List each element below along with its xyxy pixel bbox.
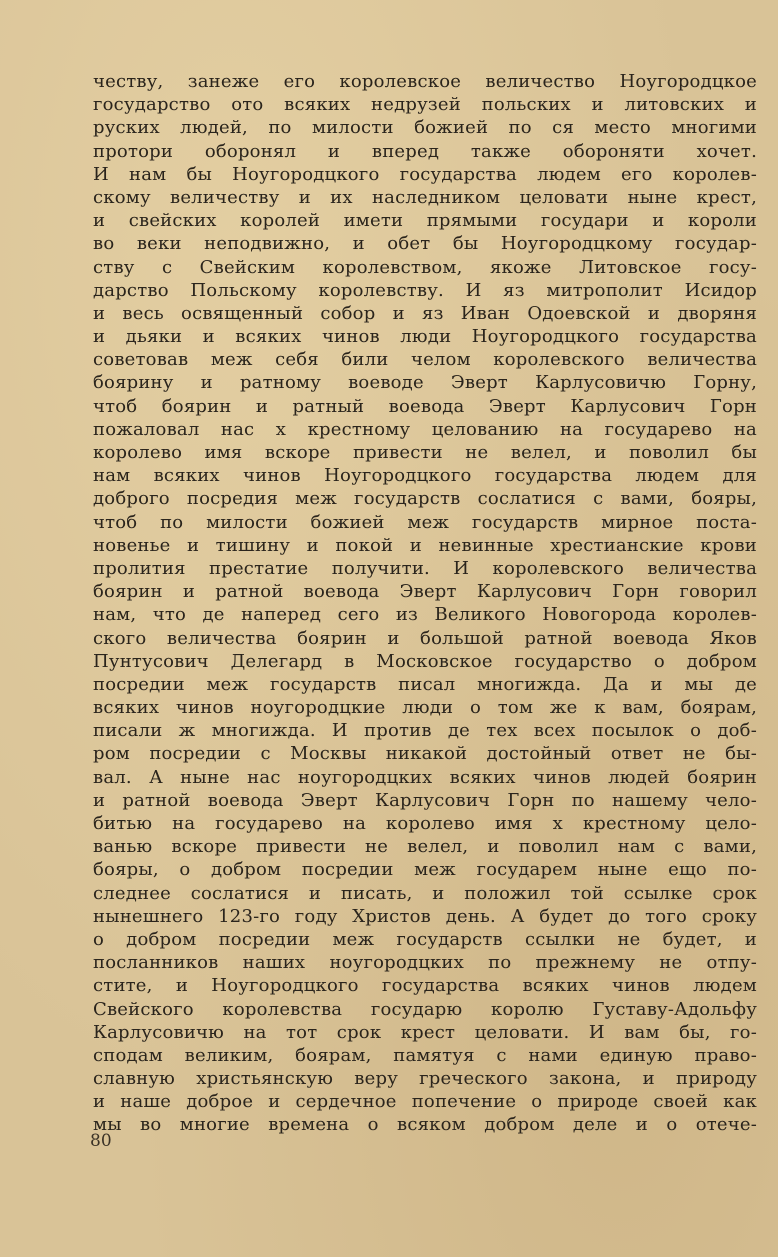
text-line: дарство Польскому королевству. И яз митрополит Исидор <box>93 279 757 301</box>
text-line: руских людей, по милости божией по ся место многими <box>93 117 757 139</box>
text-line: советовав меж себя били челом королевского величества <box>93 349 757 371</box>
text-line: нам всяких чинов Ноугородцкого государства людем для <box>93 465 757 487</box>
text-line: посланников наших ноугородцких по прежнему не отпу- <box>93 952 757 974</box>
text-line: о добром посредии меж государств ссылки не будет, и <box>93 928 757 950</box>
text-line: честву, занеже его королевское величество Ноугородцкое <box>93 71 757 92</box>
text-line: славную христьянскую веру греческого закона, и природу <box>93 1068 757 1090</box>
text-line: ванью вскоре привести не велел, и поволил нам с вами, <box>93 836 757 858</box>
text-line: писали ж многижда. И против де тех всех посылок о доб- <box>93 720 757 742</box>
text-line: вал. А ныне нас ноугородцких всяких чинов людей боярин <box>93 766 757 788</box>
text-line: ского величества боярин и большой ратной воевода Яков <box>93 627 757 649</box>
text-line: и ратной воевода Эверт Карлусович Горн по нашему чело- <box>93 789 757 811</box>
body-text <box>93 70 757 1137</box>
text-line: всяких чинов ноугородцкие люди о том же к вам, боярам, <box>93 697 757 719</box>
text-line: И нам бы Ноугородцкого государства людем его королев- <box>93 163 757 185</box>
text-line: битью на государево на королево имя х крестному цело- <box>93 813 757 834</box>
text-line: сподам великим, боярам, памятуя с нами единую право- <box>93 1044 757 1066</box>
text-line: боярин и ратной воевода Эверт Карлусович Горн говорил <box>93 581 757 603</box>
text-line: пролития престатие получити. И королевского величества <box>93 557 757 579</box>
text-line: доброго посредия меж государств сослатися с вами, бояры, <box>93 488 757 510</box>
text-line: нынешнего 123-го году Христов день. А будет до того сроку <box>93 905 757 927</box>
text-line: и дьяки и всяких чинов люди Ноугородцкого государства <box>93 326 757 348</box>
text-line: королево имя вскоре привести не велел, и поволил бы <box>93 442 757 463</box>
text-line: пожаловал нас х крестному целованию на государево на <box>93 418 757 440</box>
text-line: стите, и Ноугородцкого государства всяких чинов людем <box>93 975 757 997</box>
text-line: посредии меж государств писал многижда. Да и мы де <box>93 673 757 695</box>
text-line: и наше доброе и сердечное попечение о природе своей как <box>93 1091 757 1113</box>
text-line: Карлусовичю на тот срок крест целовати. И вам бы, го- <box>93 1021 757 1043</box>
text-line: чтоб по милости божией меж государств мирное поста- <box>93 511 757 533</box>
text-line: скому величеству и их наследником целовати ныне крест, <box>93 186 757 208</box>
text-line: во веки неподвижно, и обет бы Ноугородцкому государ- <box>93 233 757 255</box>
text-line: новенье и тишину и покой и невинные хрестианские крови <box>93 534 757 556</box>
text-line: чтоб боярин и ратный воевода Эверт Карлусович Горн <box>93 395 757 417</box>
text-line: боярину и ратному воеводе Эверт Карлусовичю Горну, <box>93 372 757 394</box>
text-line: протори оборонял и вперед также обороняти хочет. <box>93 140 757 162</box>
text-line: следнее сослатися и писать, и положил той ссылке срок <box>93 882 757 904</box>
text-line: бояры, о добром посредии меж государем ныне ещо по- <box>93 859 757 881</box>
text-line: ром посредии с Москвы никакой достойный ответ не бы- <box>93 743 757 765</box>
text-line: мы во многие времена о всяком добром деле и о отече- <box>93 1114 757 1136</box>
text-line: нам, что де наперед сего из Великого Новогорода королев- <box>93 604 757 626</box>
text-line: Свейского королевства государю королю Густаву-Адольфу <box>93 998 757 1020</box>
text-line: Пунтусович Делегард в Московское государство о добром <box>93 650 757 672</box>
text-line: и весь освященный собор и яз Иван Одоевской и дворяня <box>93 302 757 324</box>
page-number: 80 <box>90 1131 112 1151</box>
text-line: ству с Свейским королевством, якоже Литовское госу- <box>93 256 757 278</box>
text-line: государство ото всяких недрузей польских и литовских и <box>93 94 757 116</box>
text-line: и свейских королей имети прямыми государи и короли <box>93 210 757 232</box>
